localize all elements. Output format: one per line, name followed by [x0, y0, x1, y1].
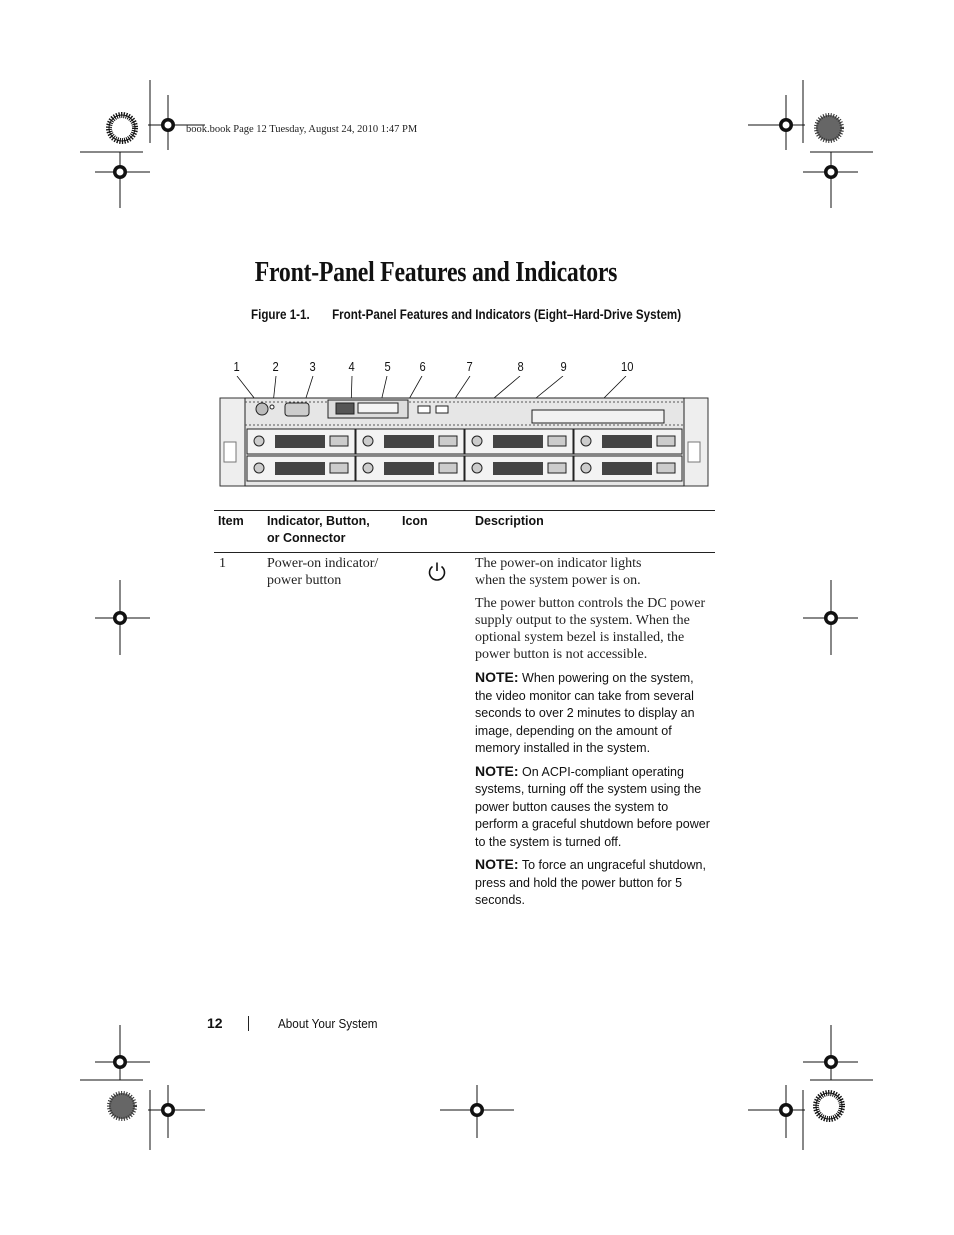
note-1-text: When powering on the system, the video monitor can take from several seconds to over 2 minutes to display an image, depending on the amount of memory installed in the system. [475, 671, 695, 755]
note-2-text: On ACPI-compliant operating systems, turning off the system using the power button causes the system to perform a graceful shutdown before power to the system is turned off. [475, 764, 710, 849]
row1-description [475, 555, 711, 910]
header-description: Description [475, 514, 544, 528]
header-indicator-line1: Indicator, Button, [267, 514, 370, 528]
desc-paragraph-2: The power button controls the DC power supply output to the system. When the optional system bezel is installed, the power button is not accessible. [475, 596, 706, 662]
callout-6: 6 [419, 359, 426, 374]
note-3-label: NOTE: [475, 856, 519, 872]
footer-divider [248, 1016, 249, 1031]
table-top-rule [214, 510, 715, 511]
row1-indicator [267, 555, 392, 589]
row1-indicator-line2: power button [267, 573, 342, 588]
server-front-panel-illustration [218, 376, 710, 488]
callout-4: 4 [348, 359, 355, 374]
power-icon [426, 561, 448, 583]
table-header-rule [214, 552, 715, 553]
note-2-label: NOTE: [475, 762, 519, 779]
callout-5: 5 [384, 359, 391, 374]
page-title: Front-Panel Features and Indicators [254, 256, 618, 288]
row1-item: 1 [219, 556, 226, 571]
callout-8: 8 [517, 359, 524, 374]
figure-label: Figure 1-1. [251, 307, 310, 322]
note-1 [475, 669, 711, 758]
callout-10: 10 [621, 359, 634, 374]
callout-2: 2 [272, 359, 279, 374]
figure-caption [251, 307, 681, 322]
note-3 [475, 856, 707, 910]
callout-3: 3 [309, 359, 316, 374]
note-2 [475, 763, 711, 852]
callout-9: 9 [560, 359, 567, 374]
header-indicator [267, 513, 370, 547]
header-item: Item [218, 514, 244, 528]
note-1-label: NOTE: [475, 669, 519, 685]
figure-caption-text: Front-Panel Features and Indicators (Eight–Hard-Drive System) [332, 307, 682, 322]
callout-1: 1 [233, 359, 240, 374]
callout-7: 7 [466, 359, 473, 374]
row1-indicator-line1: Power-on indicator/ [267, 556, 379, 571]
header-icon: Icon [402, 514, 428, 528]
desc-paragraph-1: The power-on indicator lights when the system power is on. [475, 556, 642, 588]
note-3-text: To force an ungraceful shutdown, press and hold the power button for 5 seconds. [475, 858, 706, 907]
running-header: book.book Page 12 Tuesday, August 24, 2010 1:47 PM [186, 124, 418, 135]
page-number: 12 [207, 1015, 223, 1031]
header-indicator-line2: or Connector [267, 531, 346, 545]
footer-section-title: About Your System [278, 1016, 378, 1031]
